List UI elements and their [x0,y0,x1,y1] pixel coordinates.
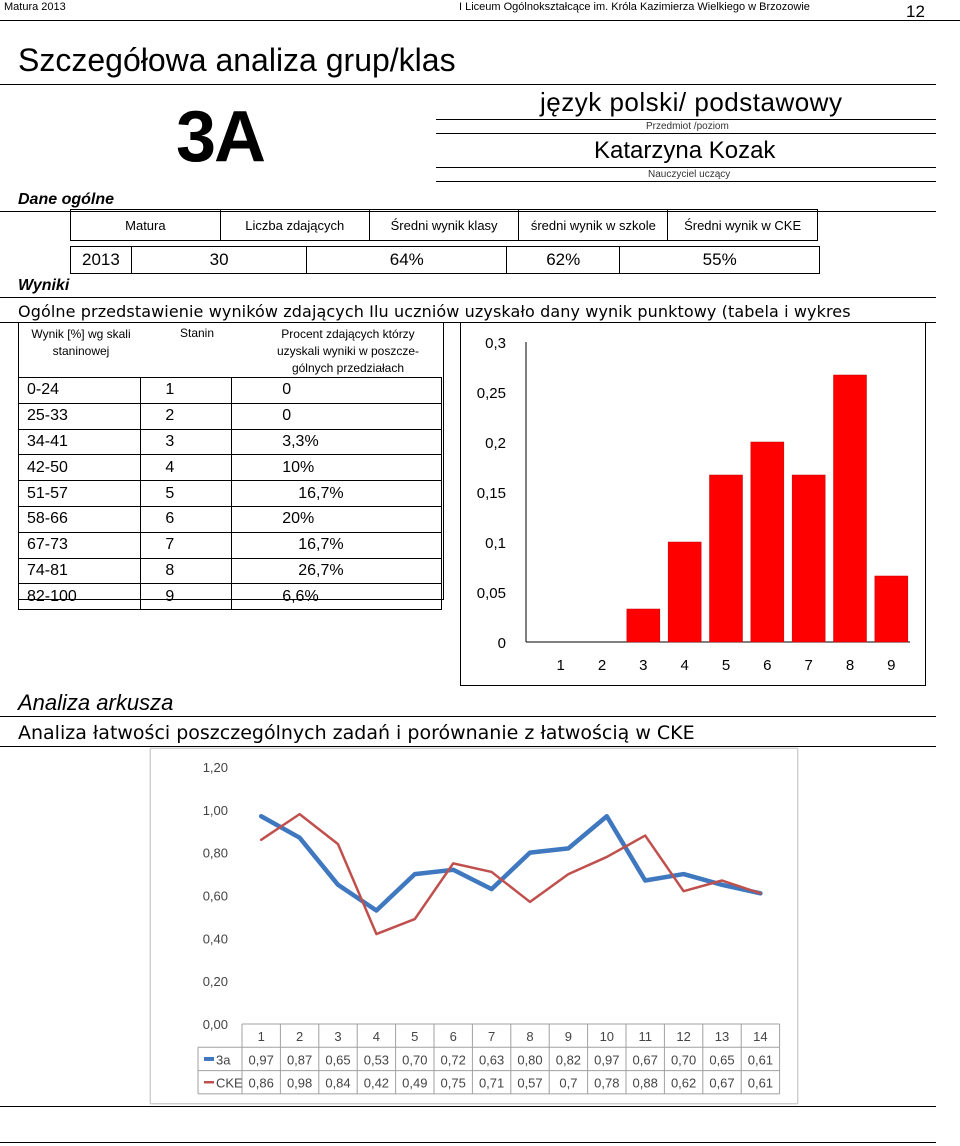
y-tick-label: 0,40 [202,931,228,947]
results-rule [0,297,936,298]
x-category-label: 3 [334,1029,342,1044]
data-label: 0,97 [594,1052,620,1068]
y-tick-label: 0,60 [202,888,228,904]
table-cell: 1 [141,378,232,404]
data-label: 0,65 [325,1052,351,1068]
table-cell: 82-100 [19,584,141,610]
table-cell: 6 [141,506,232,532]
table-row [19,429,442,455]
teacher-name: Katarzyna Kozak [594,137,776,164]
general-headers [70,209,818,241]
general-header-cell: Matura [71,210,221,241]
table-row [19,455,442,481]
table-cell: 16,7% [232,481,442,507]
data-label: 0,65 [709,1052,735,1068]
table-cell: 0-24 [19,378,141,404]
general-values [70,246,820,274]
section-general-label: Dane ogólne [18,191,115,208]
teacher-caption-rule [436,181,936,182]
table-cell: 8 [141,558,232,584]
table-cell: 9 [141,584,232,610]
general-value-cell: 55% [620,247,820,274]
data-label: 0,67 [632,1052,658,1068]
subject-value: język polski/ podstawowy [540,87,843,117]
class-name: 3A [176,97,265,177]
general-header-cell: Średni wynik w CKE [668,210,818,241]
header-rule [0,20,960,21]
y-tick-label: 0,25 [476,385,506,402]
table-cell: 6,6% [232,584,442,610]
x-tick-label: 1 [556,657,565,674]
table-cell: 2 [141,403,232,429]
y-tick-label: 1,20 [202,760,228,775]
table-cell: 3,3% [232,429,442,455]
general-header-cell: średni wynik w szkole [519,210,668,241]
data-label: 0,7 [559,1075,578,1091]
table-cell: 7 [141,532,232,558]
teacher-caption: Nauczyciel uczący [648,169,731,180]
table-cell: 10% [232,455,442,481]
bar [627,609,660,642]
table-cell: 58-66 [19,506,141,532]
x-tick-label: 9 [887,657,896,674]
y-tick-label: 1,00 [202,802,228,818]
subject-caption-rule [436,133,936,134]
y-tick-label: 0,3 [485,335,506,352]
bar [710,475,743,642]
y-tick-label: 0,2 [485,435,506,452]
table-cell: 51-57 [19,481,141,507]
y-tick-label: 0,20 [202,974,228,990]
x-tick-label: 6 [763,657,772,674]
analysis-desc-rule [0,746,936,747]
table-cell: 42-50 [19,455,141,481]
data-label: 0,86 [248,1075,274,1091]
x-tick-label: 2 [597,657,607,674]
subject-rule [436,119,936,120]
bar [875,576,908,642]
stanine-header-col1: Wynik [%] wg skali staninowej [31,327,131,358]
analysis-rule [0,716,936,717]
table-cell: 0 [232,403,442,429]
section-results-label: Wyniki [18,277,70,294]
series-line-3a [261,816,760,910]
table-row [19,506,442,532]
table-cell: 20% [232,506,442,532]
footer-rule [0,1106,936,1107]
table-row [19,481,442,507]
table-cell: 74-81 [19,558,141,584]
data-label: 0,88 [632,1075,658,1091]
table-row [19,378,442,404]
bar [792,475,825,642]
header-left: Matura 2013 [4,1,66,13]
data-label: 0,67 [709,1075,735,1091]
legend-label: 3a [216,1052,231,1068]
table-cell: 34-41 [19,429,141,455]
data-label: 0,42 [363,1075,390,1091]
footer-rule-2 [0,1142,936,1143]
data-label: 0,70 [402,1052,428,1068]
data-label: 0,97 [248,1052,274,1068]
data-label: 0,57 [517,1075,543,1091]
data-label: 0,87 [286,1052,313,1068]
x-tick-label: 4 [680,657,689,674]
page-number: 12 [906,2,925,21]
x-category-label: 2 [295,1029,304,1044]
teacher-rule [436,167,936,168]
general-value-cell: 62% [507,247,620,274]
x-category-label: 13 [714,1029,730,1044]
table-cell: 4 [141,455,232,481]
data-label: 0,61 [747,1052,774,1068]
section-analysis-label: Analiza arkusza [18,690,174,715]
table-cell: 0 [232,378,442,404]
data-label: 0,78 [594,1075,620,1091]
easiness-line-chart [150,748,798,1104]
data-label: 0,98 [286,1075,313,1091]
general-header-cell: Średni wynik klasy [369,210,519,241]
header-center: I Liceum Ogólnokształcące im. Króla Kazimierza Wielkiego w Brzozowie [459,1,810,13]
data-label: 0,49 [402,1075,428,1091]
data-label: 0,62 [670,1075,697,1091]
table-cell: 16,7% [232,532,442,558]
general-value-cell: 30 [131,247,307,274]
analysis-description: Analiza łatwości poszczególnych zadań i porównanie z łatwością w CKE [18,722,695,744]
data-label: 0,63 [478,1052,505,1068]
x-category-label: 12 [676,1029,691,1044]
data-label: 0,70 [670,1052,697,1068]
y-tick-label: 0 [497,635,506,652]
stanine-header-col3: Procent zdających którzy uzyskali wyniki w poszcze- gólnych przedziałach [276,327,420,375]
results-description: Ogólne przedstawienie wyników zdających Ilu uczniów uzyskało dany wynik punktowy (tabela i wykres [18,302,851,321]
table-cell: 26,7% [232,558,442,584]
table-cell: 25-33 [19,403,141,429]
x-category-label: 10 [599,1029,615,1044]
x-category-label: 9 [564,1029,573,1044]
table-cell: 3 [141,429,232,455]
y-tick-label: 0,00 [202,1017,228,1032]
data-label: 0,75 [440,1075,466,1091]
data-label: 0,80 [517,1052,543,1068]
x-category-label: 6 [449,1029,457,1044]
table-row [19,584,442,610]
x-category-label: 14 [753,1029,768,1044]
subject-caption: Przedmiot /poziom [646,121,729,132]
general-value-cell: 2013 [71,247,132,274]
general-value-cell: 64% [307,247,507,274]
x-category-label: 5 [411,1029,419,1044]
data-label: 0,71 [478,1075,505,1091]
x-category-label: 1 [257,1029,265,1044]
table-row [19,403,442,429]
y-tick-label: 0,05 [476,585,506,602]
data-label: 0,61 [747,1075,774,1091]
x-category-label: 7 [487,1029,496,1044]
x-tick-label: 8 [845,657,855,674]
bar [668,542,701,642]
table-row [19,558,442,584]
x-tick-label: 3 [639,657,648,674]
x-tick-label: 5 [721,657,731,674]
legend-label: CKE [216,1075,243,1091]
data-label: 0,84 [325,1075,351,1091]
y-tick-label: 0,1 [485,535,506,552]
table-cell: 5 [141,481,232,507]
data-label: 0,72 [440,1052,466,1068]
table-row [19,532,442,558]
page-title: Szczegółowa analiza grup/klas [18,42,456,78]
data-label: 0,53 [363,1052,390,1068]
x-category-label: 4 [372,1029,381,1044]
x-tick-label: 7 [804,657,813,674]
data-label: 0,82 [555,1052,582,1068]
x-category-label: 8 [526,1029,534,1044]
bar [751,442,784,642]
table-cell: 67-73 [19,532,141,558]
stanine-header-col2: Stanin [179,326,215,340]
title-rule [0,84,936,85]
general-header-cell: Liczba zdających [220,210,369,241]
bar [834,375,867,642]
y-tick-label: 0,15 [476,485,506,502]
stanine-bar-chart [460,323,924,687]
x-category-label: 11 [638,1029,652,1044]
y-tick-label: 0,80 [202,845,228,861]
stanine-table [18,377,442,610]
